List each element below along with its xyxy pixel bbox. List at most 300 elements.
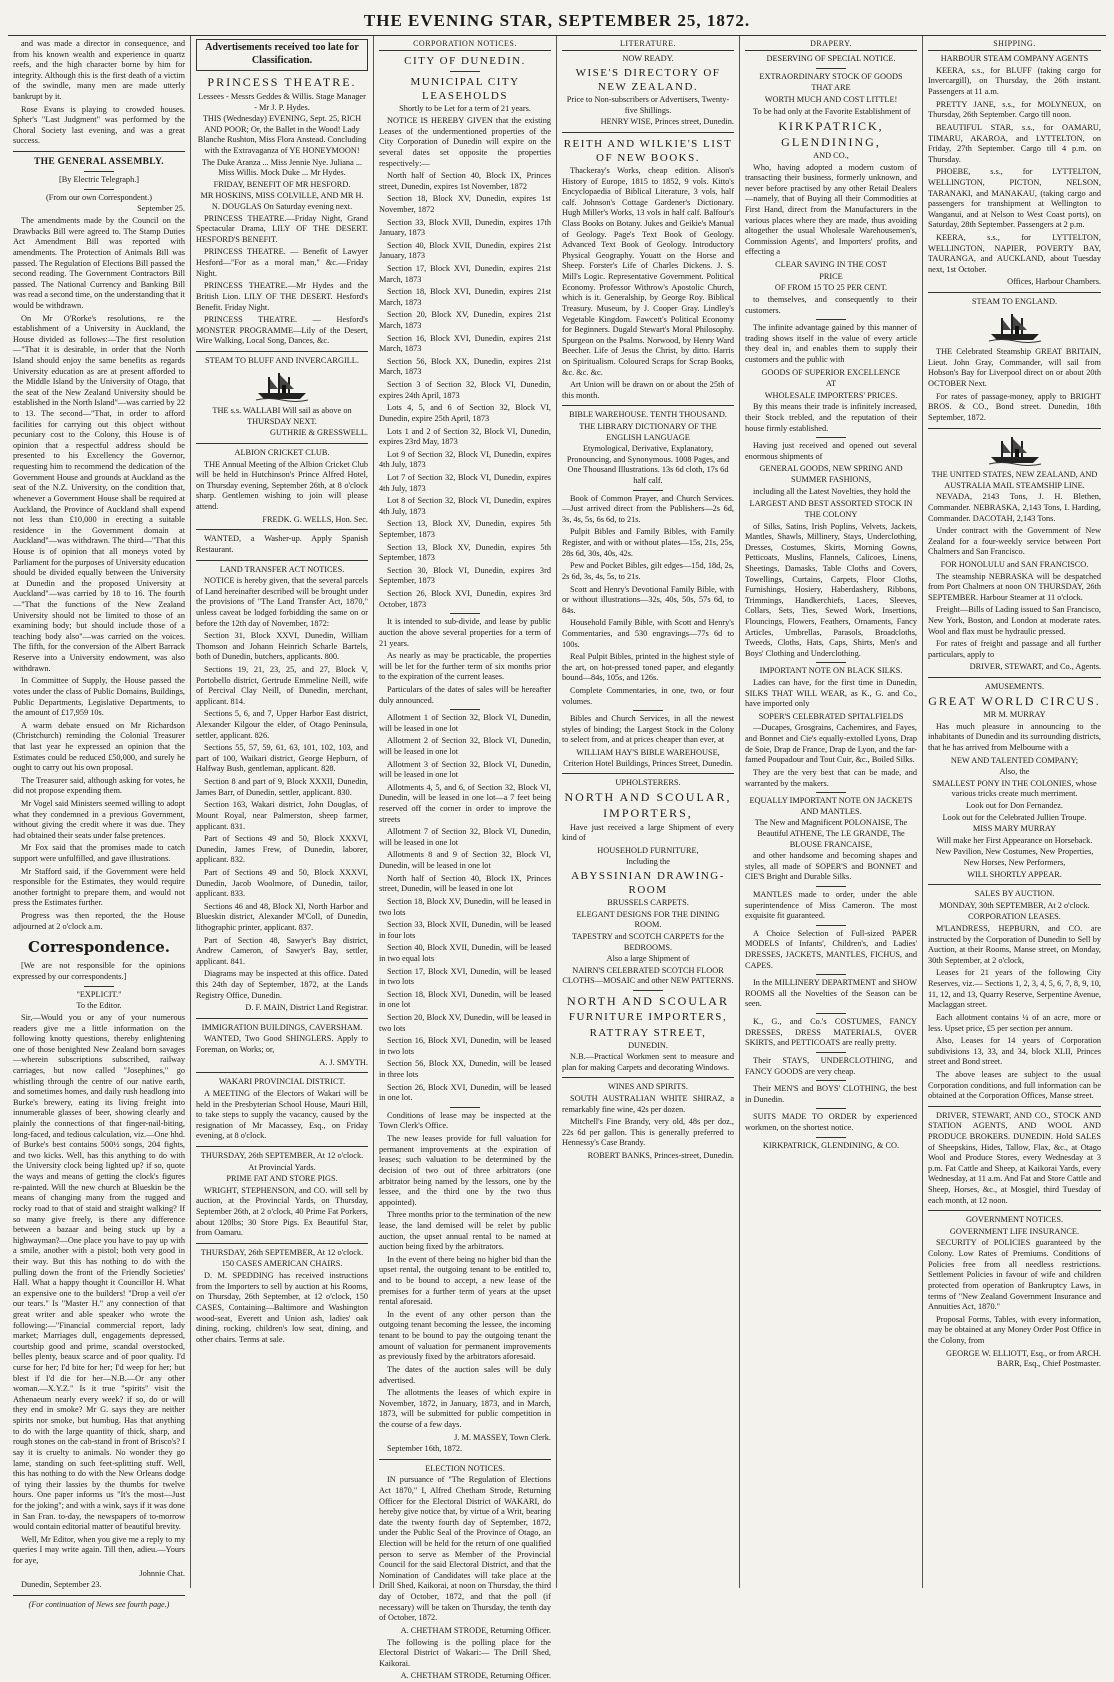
text-block: The Treasurer said, although asking for votes, he did not propose expending them. bbox=[13, 775, 185, 796]
divider bbox=[13, 151, 185, 152]
text-block: KIRKPATRICK, GLENDINING, bbox=[778, 119, 884, 149]
text-block: Mr Stafford said, if the Government were held responsible for the Estimates, they would require another fortnight to prepare them, and would not press the Estimates further. bbox=[13, 866, 185, 908]
text-block: Book of Common Prayer, and Church Services.—Just arrived direct from the Publishers—2s 6d, 3s, 4s, 5s, 6s 6d, to 21s. bbox=[562, 493, 734, 524]
text-block: AMUSEMENTS. bbox=[984, 682, 1045, 692]
divider bbox=[928, 428, 1101, 429]
text-block: In the event of any other person than the outgoing tenant becoming the lessee, the incoming tenant to be bound to pay the outgoing tenant the amount of valuation for permanent improvements as previously fixed by the arbitrators aforesaid. bbox=[379, 1309, 551, 1362]
text-block: Conditions of lease may be inspected at the Town Clerk's Office. bbox=[379, 1110, 551, 1131]
text-block: SALES BY AUCTION. bbox=[974, 889, 1055, 899]
text-block: IN pursuance of "The Regulation of Elections Act 1870," I, Alfred Chetham Strode, Returning Officer for the Electoral District of WAKARI, do hereby give notice that, by virtue of a Writ, bearing date the twenty fourth day of September, 1872, under the Public Seal of the Province of Otago, an Election will be held for the return of one qualified person to serve as Member of the Provincial Council for the said Electoral District, and that the Nomination of Candidates will take place at the Drill Shed, Kaikorai, at noon on Thursday, the third day of October, 1872, and that the poll (if necessary) will be taken on Thursday, the tenth day of October, 1872. bbox=[379, 1475, 551, 1623]
text-block: Allotment 1 of Section 32, Block VI, Dunedin, will be leased in one lot bbox=[379, 713, 551, 733]
column-4 bbox=[557, 36, 740, 1588]
text-block: A warm debate ensued on Mr Richardson (Christchurch) reminding the Colonial Treasurer that last year he expressed an opinion that the Estimates could be reduced £50,000, and surely he ought to carry out his own proposal. bbox=[13, 720, 185, 773]
text-block: It is intended to sub-divide, and lease by public auction the above several properties for a term of 21 years. bbox=[379, 617, 551, 648]
text-block: The New and Magnificent POLONAISE, The Beautiful ATHENE, The LE GRANDE, The BLOUSE FRANCAISE, bbox=[754, 818, 908, 849]
divider bbox=[562, 405, 734, 406]
short-divider bbox=[816, 886, 846, 887]
short-divider bbox=[633, 990, 663, 991]
text-block: Pew and Pocket Bibles, gilt edges—15d, 18d, 2s, 2s 6d, 3s, 4s, 5s, to 21s. bbox=[562, 561, 734, 581]
text-block: The Duke Aranza ... Miss Jennie Nye. Juliana ... Miss Willis. Mock Duke ... Mr Hydes. bbox=[201, 157, 363, 178]
divider bbox=[562, 1077, 734, 1078]
text-block: Has much pleasure in announcing to the inhabitants of Dunedin and its surrounding districts, that he has arrived from Melbourne with a bbox=[928, 721, 1101, 752]
text-block: Section 3 of Section 32, Block VI, Dunedin, expires 24th April, 1873 bbox=[379, 380, 551, 400]
column-heading: DRAPERY. bbox=[745, 39, 917, 51]
text-block: PHOEBE, s.s., for LYTTELTON, WELLINGTON, PICTON, NELSON, TARANAKI, and MANAKAU, (taking cargo and passengers for transhipment at Wellington to Wanganui, and at Nelson to West Coast ports), on Saturday, 28th September. Passengers at 2 p.m. bbox=[928, 167, 1101, 230]
divider bbox=[928, 1210, 1101, 1211]
text-block: HENRY WISE, Princes street, Dunedin. bbox=[600, 117, 734, 127]
text-block: On Mr O'Rorke's resolutions, re the establishment of a University in Auckland, the House divided as follows:—The first resolution—"That it is desirable, in order that the North Island should enjoy the same benefits as regards University education as are at present afforded to the Middle Island by the University of Otago, that the seat of the New Zealand University should be established in the North Island"—was carried by 22 to 13. The second—"That, in order to afford facilities for carrying out this object without pecuniary cost to the Colony, this House is of opinion that a respectful address should be presented to his Excellency the Governor, requesting him to recommend the dedication of the Government House and grounds at Auckland as the seat of the N.Z. University, on the condition that, whenever a Government House shall be required at Auckland, the Province of Auckland shall expend not less than £10,000 in erecting a suitable residence in the Government domain at Auckland"—was withdrawn. The third—"That this House is of opinion that all moneys voted by Parliament for the purposes of University education should be divided equally between the University at Dunedin and the proposed University at Auckland"—was carried by 18 to 16. The fourth—"That the functions of the New Zealand University should not be limited to those of an examining body; but should include those of a teaching body also"—was carried on the voices. The fifth, for the conversion of the Albert Barrack Reserve into a University endowment, was also withdrawn. bbox=[13, 313, 185, 673]
text-block: Diagrams may be inspected at this office. Dated this 24th day of September, 1872, at the Lands Registry Office, Dunedin. bbox=[196, 969, 368, 1000]
short-divider bbox=[450, 613, 480, 614]
text-block: Section 40, Block XVII, Dunedin, will be leased in two equal lots bbox=[379, 943, 551, 963]
text-block: ALBION CRICKET CLUB. bbox=[234, 448, 330, 458]
text-block: of Silks, Satins, Irish Poplins, Velvets, Jackets, Mantles, Shawls, Millinery, Stays, Underclothing, Dresses, Costumes, Skirts, Morning Gowns, Petticoats, Muslins, Flannels, Calicoes, Linens, Sheetings, Damasks, Table Cloths and Covers, Towellings, Curtains, Carpets, Floor Cloths, Furnishings, Hosiery, Haberdashery, Ribbons, Trimmings, Handkerchiefs, Laces, Sleeves, Collars, Sets, Ties, Sewed Work, Insertions, Flouncings, Flowers, Feathers, Ornaments, Fancy Articles, Umbrellas, Parasols, Broadcloths, Tweeds, Cloths, Hats, Caps, Shirts, Men's and Boys' Clothing and Underclothing. bbox=[745, 521, 917, 658]
divider bbox=[379, 1459, 551, 1460]
text-block: Lot 9 of Section 32, Block VI, Dunedin, expires 4th July, 1873 bbox=[379, 449, 551, 470]
text-block: LAND TRANSFER ACT NOTICES. bbox=[219, 564, 345, 574]
text-block: Section 30, Block VI, Dunedin, expires 3rd September, 1873 bbox=[379, 565, 551, 586]
text-block: Section 56, Block XX, Dunedin, will be leased in three lots bbox=[379, 1059, 551, 1080]
text-block: PRICE bbox=[819, 271, 843, 281]
short-divider bbox=[816, 662, 846, 663]
text-block: Complete Commentaries, in one, two, or four volumes. bbox=[562, 686, 734, 706]
text-block: AT bbox=[825, 379, 837, 389]
divider bbox=[196, 1072, 368, 1073]
divider bbox=[196, 1243, 368, 1244]
text-block: Also, the bbox=[999, 767, 1030, 777]
text-block: SOUTH AUSTRALIAN WHITE SHIRAZ, a remarkably fine wine, 42s per dozen. bbox=[562, 1094, 734, 1114]
text-block: At Provincial Yards. bbox=[248, 1162, 316, 1172]
divider bbox=[196, 351, 368, 352]
text-block: Lots 4, 5, and 6 of Section 32, Block VI, Dunedin, expire 25th April, 1873 bbox=[379, 403, 551, 423]
short-divider bbox=[633, 490, 663, 491]
text-block: CITY OF DUNEDIN. bbox=[404, 55, 526, 68]
text-block: Shortly to be Let for a term of 21 years. bbox=[399, 104, 531, 114]
text-block: THE LIBRARY DICTIONARY OF THE ENGLISH LANGUAGE bbox=[579, 422, 717, 442]
text-block: NOTICE IS HEREBY GIVEN that the existing Leases of the undermentioned properties of the City Corporation of Dunedin will expire on the several dates set opposite the properties respectively:— bbox=[379, 116, 551, 168]
text-block: GUTHRIE & GRESSWELL. bbox=[270, 428, 368, 438]
text-block: Section 8 and part of 9, Block XXXII, Dunedin, James Barr, of Dunedin, settler, applicant. 830. bbox=[196, 777, 368, 797]
text-block: "EXPLICIT." bbox=[76, 989, 122, 999]
text-block: To the Editor. bbox=[76, 1001, 122, 1011]
text-block: including all the Latest Novelties, they hold the bbox=[753, 486, 911, 496]
text-block: Real Pulpit Bibles, printed in the highest style of the art, on hot-pressed toned paper, and elegantly bound—84s, 105s, and 126s. bbox=[562, 652, 734, 683]
divider bbox=[928, 292, 1101, 293]
text-block: A Choice Selection of Full-sized PAPER MODELS of Infants', Children's, and Ladies' DRESSES, JACKETS, MANTLES, FICHUS, and CAPES. bbox=[745, 928, 917, 970]
text-block: ELECTION NOTICES. bbox=[425, 1463, 505, 1473]
text-block: WRIGHT, STEPHENSON, and CO. will sell by auction, at the Provincial Yards, on Thursday, September 26th, at 2 o'clock, 40 Prime Fat Porkers, about 120lbs; 30 Store Pigs. Ex Beautiful Star, from Oamaru. bbox=[196, 1185, 368, 1238]
text-block: Section 18, Block XV, Dunedin, expires 1st November, 1872 bbox=[379, 194, 551, 214]
text-block: GEORGE W. ELLIOTT, Esq., or from ARCH. BARR, Esq., Chief Postmaster. bbox=[946, 1348, 1101, 1369]
text-block: MONDAY, 30th SEPTEMBER, At 2 o'clock. bbox=[939, 900, 1090, 910]
text-block: PRINCESS THEATRE.—Friday Night, Grand Spectacular Drama, LILY OF THE DESERT. HESFORD'S BENEFIT. bbox=[196, 213, 368, 244]
text-block: Proposal Forms, Tables, with every information, may be obtained at any Money Order Post Office in the Colony, from bbox=[928, 1314, 1101, 1345]
text-block: K., G., and Co.'s COSTUMES, FANCY DRESSES, DRESS MATERIALS, OVER SKIRTS, and PETTICOATS are really pretty. bbox=[745, 1017, 917, 1048]
text-block: KEERA, s.s., for BLUFF (taking cargo for Invercargill), on Thursday, the 26th instant. Passengers at 11 a.m. bbox=[928, 65, 1101, 97]
short-divider bbox=[450, 709, 480, 710]
masthead-title: THE EVENING STAR, SEPTEMBER 25, 1872. bbox=[363, 10, 751, 30]
text-block: In Committee of Supply, the House passed the votes under the class of Public Domains, Buildings, Public Departments, Legislative Departments, to the amount of £17,959 10s. bbox=[13, 676, 185, 718]
text-block: Section 33, Block XVII, Dunedin, will be leased in four lots bbox=[379, 920, 551, 940]
text-block: CLEAR SAVING IN THE COST bbox=[775, 260, 887, 270]
text-block: PRETTY JANE, s.s., for MOLYNEUX, on Thursday, 26th September. Cargo till noon. bbox=[928, 99, 1101, 120]
short-divider bbox=[816, 319, 846, 320]
text-block: North half of Section 40, Block IX, Princes street, Dunedin, expires 1st November, 1872 bbox=[379, 171, 551, 191]
short-divider bbox=[84, 171, 114, 172]
text-block: Freight—Bills of Lading issued to San Francisco, New York, Boston, and London at moderate rates. Wool and flax must be hydraulic pressed. bbox=[928, 605, 1101, 636]
text-block: WAKARI PROVINCIAL DISTRICT. bbox=[218, 1077, 346, 1087]
text-block: DRIVER, STEWART, and Co., Agents. bbox=[969, 662, 1101, 672]
text-block: Sections 19, 21, 23, 25, and 27, Block V, Portobello district, Gertrude Emmeline Neill, wife of Percival Clay Neill, of Dunedin, merchant, applicant. 814. bbox=[196, 664, 368, 706]
text-block: EQUALLY IMPORTANT NOTE ON JACKETS AND MANTLES. bbox=[749, 796, 913, 816]
text-block: Pulpit Bibles and Family Bibles, with Family Register, and with or without plates—15s, 21s, 25s, 28s 6d, 30s, 40s, 42s. bbox=[562, 527, 734, 558]
text-block: Part of Sections 49 and 50, Block XXXVI, Dunedin, James Frew, of Dunedin, laborer, applicant. 832. bbox=[196, 834, 368, 865]
text-block: In the event of there being no higher bid than the upset rental, the outgoing tenant to be entitled to, and to be bound to accept, a new lease of the premises for a further term of years at the upset rental aforesaid. bbox=[379, 1254, 551, 1307]
text-block: SECURITY of POLICIES guaranteed by the Colony. Low Rates of Premiums. Conditions of Policies free from all needless restrictions. Settlement Policies in favour of wife and children protected from operation of Bankruptcy Laws, in terms of "New Zealand Government Insurance and Annuities Act, 1870." bbox=[928, 1238, 1101, 1312]
text-block: EXTRAORDINARY STOCK OF GOODS bbox=[759, 71, 903, 81]
text-block: Allotment 7 of Section 32, Block VI, Dunedin, will be leased in one lot bbox=[379, 827, 551, 847]
text-block: In the MILLINERY DEPARTMENT and SHOW ROOMS all the Novelties of the Season can be seen. bbox=[745, 978, 917, 1009]
masthead bbox=[8, 6, 1106, 36]
column-3 bbox=[374, 36, 557, 1681]
text-block: Section 17, Block XVI, Dunedin, expires 21st March, 1873 bbox=[379, 264, 551, 284]
divider bbox=[562, 132, 734, 133]
text-block: BIBLE WAREHOUSE. TENTH THOUSAND. bbox=[569, 410, 727, 420]
text-block: DUNEDIN. bbox=[628, 1040, 668, 1050]
text-block: Section 26, Block XVI, Dunedin, expires 3rd October, 1873 bbox=[379, 589, 551, 609]
text-block: ABYSSINIAN DRAWING-ROOM bbox=[571, 870, 725, 897]
text-block: THE UNITED STATES, NEW ZEALAND, AND AUSTRALIA MAIL STEAMSHIP LINE. bbox=[931, 470, 1098, 490]
text-block: Their STAYS, UNDERCLOTHING, and FANCY GOODS are very cheap. bbox=[745, 1055, 917, 1076]
text-block: Leases for 21 years of the following City Reserves, viz.— Sections 1, 2, 3, 4, 5, 6, 7, 8, 9, 10, 11, 12, and 13, Quarry Reserve, Serpentine Avenue, Maclaggan street. bbox=[928, 968, 1101, 1010]
text-block: WISE'S DIRECTORY OF NEW ZEALAND. bbox=[575, 66, 721, 93]
text-block: LARGEST AND BEST ASSORTED STOCK IN THE COLONY bbox=[749, 499, 913, 519]
text-block: ELEGANT DESIGNS FOR THE DINING ROOM. bbox=[576, 909, 720, 930]
text-block: Allotment 2 of Section 32, Block VI, Dunedin, will be leased in one lot bbox=[379, 736, 551, 756]
text-block: D. M. SPEDDING has received instructions from the Importers to sell by auction at his Rooms, on Thursday, 26th September, at 12 o'clock, 150 CASES, Containing—Baltimore and Washington wood-seat, Everett and Union ash, ladies' oak dining, rocking, children's low seat, dining, and other chairs. Terms at sale. bbox=[196, 1271, 368, 1344]
text-block: Ladies can have, for the first time in Dunedin, SILKS THAT WILL WEAR, as K., G. and Co., have imported only bbox=[745, 678, 917, 709]
text-block: Section 18, Block XVI, Dunedin, expires 21st March, 1873 bbox=[379, 287, 551, 307]
text-block: MR HOSKINS, MISS COLVILLE, AND MR H. N. DOUGLAS On Saturday evening next. bbox=[200, 191, 364, 212]
text-block: Johnnie Chat. bbox=[139, 1568, 185, 1578]
text-block: THIS (Wednesday) EVENING, Sept. 25, RICH AND POOR; Or, the Ballet in the Wood! Lady Blanche Rushton, Miss Flora Anstead. Concluding with the Extravaganza of YE HONEYMOON! bbox=[197, 114, 367, 155]
text-block: Bibles and Church Services, in all the newest styles of binding; the Largest Stock in the Colony to select from, and at prices cheaper than ever, at bbox=[562, 714, 734, 745]
text-block: PRINCESS THEATRE. bbox=[207, 74, 357, 89]
text-block: Three months prior to the termination of the new lease, the land demised will be relet by public auction, the upset annual rental to be named at auction being fixed by the arbitrators. bbox=[379, 1210, 551, 1252]
text-block: IMMIGRATION BUILDINGS, CAVERSHAM. bbox=[201, 1022, 363, 1032]
short-divider bbox=[816, 974, 846, 975]
text-block: FRIDAY, BENEFIT OF MR HESFORD. bbox=[213, 179, 351, 189]
divider bbox=[13, 1595, 185, 1596]
text-block: NORTH AND SCOULAR bbox=[567, 994, 729, 1009]
text-block: J. M. MASSEY, Town Clerk. bbox=[454, 1432, 551, 1442]
short-divider bbox=[816, 68, 846, 69]
text-block: Scott and Henry's Devotional Family Bible, with or without illustrations—32s, 40s, 50s, 57s 6d, to 84s. bbox=[562, 584, 734, 615]
text-block: Dunedin, September 23. bbox=[21, 1580, 102, 1590]
text-block: Section 18, Block XVI, Dunedin, will be leased in one lot bbox=[379, 989, 551, 1010]
text-block: Mr Fox said that the promises made to catch support were unfulfilled, and gave illustrations. bbox=[13, 843, 185, 864]
short-divider bbox=[450, 1107, 480, 1108]
text-block: THE Annual Meeting of the Albion Cricket Club will be held in Hutchinson's Prince Alfred Hotel, on Thursday evening, September 26th, at 8 o'clock sharp. Gentlemen wishing to join will please attend. bbox=[196, 459, 368, 512]
text-block: D. F. MAIN, District Land Registrar. bbox=[245, 1003, 368, 1013]
text-block: The following is the polling place for the Electoral District of Wakari:— The Drill Shed, Kaikorai. bbox=[379, 1637, 551, 1668]
text-block: GREAT WORLD CIRCUS. bbox=[928, 693, 1101, 708]
column-heading: CORPORATION NOTICES. bbox=[379, 39, 551, 51]
column-6 bbox=[923, 36, 1106, 1588]
text-block: Mr Vogel said Ministers seemed willing to adopt what they condemned in a previous Government, without giving the credit where it was due. They had obtained their seats under false pretences. bbox=[13, 798, 185, 840]
text-block: FURNITURE IMPORTERS, bbox=[568, 1011, 728, 1024]
text-block: GOODS OF SUPERIOR EXCELLENCE bbox=[761, 367, 901, 377]
text-block: M'LANDRESS, HEPBURN, and CO. are instructed by the Corporation of Dunedin to Sell by Auction, at their Rooms, Manse street, on Monday, 30th September, at 2 o'clock, bbox=[928, 924, 1101, 965]
text-block: Allotments 8 and 9 of Section 32, Block VI, Dunedin, will be leased in one lot bbox=[379, 850, 551, 871]
text-block: KEERA, s.s., for LYTTELTON, WELLINGTON, NAPIER, POVERTY BAY, TAURANGA, and AUCKLAND, about Tuesday next, 1st October. bbox=[928, 232, 1101, 274]
short-divider bbox=[816, 1108, 846, 1109]
text-block: WINES AND SPIRITS. bbox=[608, 1082, 688, 1092]
text-block: Part of Sections 49 and 50, Block XXXVI, Dunedin, Jacob Woolmore, of Dunedin, tailor, applicant. 833. bbox=[196, 867, 368, 899]
text-block: to themselves, and consequently to their customers. bbox=[745, 294, 917, 315]
text-block: OF FROM 15 TO 25 PER CENT. bbox=[774, 283, 888, 293]
text-block: For rates of freight and passage and all further particulars, apply to bbox=[928, 639, 1101, 659]
text-block: Sections 46 and 48, Block XI, North Harbor and Blueskin district, Alexander M'Coll, of Dunedin, lithographic printer, applicant. 837. bbox=[196, 901, 368, 932]
text-block: North half of Section 40, Block IX, Princes street, Dunedin, will be leased in one lot bbox=[379, 873, 551, 894]
short-divider bbox=[450, 71, 480, 72]
short-divider bbox=[816, 437, 846, 438]
text-block: Art Union will be drawn on or about the 25th of this month. bbox=[562, 380, 734, 400]
text-block: GOVERNMENT LIFE INSURANCE. bbox=[949, 1226, 1080, 1236]
text-block: New Pavilion, New Costumes, New Properties, New Horses, New Performers, bbox=[935, 847, 1094, 867]
text-block: Particulars of the dates of sales will be hereafter duly announced. bbox=[379, 684, 551, 705]
text-block: Section 33, Block XVII, Dunedin, expires 17th January, 1873 bbox=[379, 217, 551, 238]
text-block: and was made a director in consequence, and from his known wealth and experience in quartz reefs, and the high character borne by him for integrity. Although this is the first death of a victim of the swindle, many men are made utterly bankrupt by it. bbox=[13, 39, 185, 102]
text-block: DRIVER, STEWART, AND CO., STOCK AND STATION AGENTS, AND WOOL AND PRODUCE BROKERS. DUNEDIN. Hold SALES of Sheepskins, Hides, Tallow, Flax, &c., at Otago Wool and Produce Stores, every Wednesday at 3 p.m. Fat Cattle and Sheep, at Kaikorai Yards, every Wednesday, at 11 a.m. And Fat and Store Cattle and Sheep, Horses, &c., at Mosgiel, third Tuesday of each month, at 12 noon. bbox=[928, 1110, 1101, 1205]
text-block: Progress was then reported, the the House adjourned at 2 o'clock a.m. bbox=[13, 911, 185, 931]
text-block: WANTED, Two Good SHINGLERS. Apply to Foreman, on Works; or, bbox=[196, 1034, 368, 1055]
text-block: Part of Section 48, Sawyer's Bay district, Andrew Cameron, of Sawyer's Bay, settler, applicant. 841. bbox=[196, 935, 368, 966]
text-block: Section 26, Block XVI, Dunedin, will be leased in one lot. bbox=[379, 1082, 551, 1103]
text-block: MISS MARY MURRAY bbox=[972, 824, 1057, 834]
text-block: CORPORATION LEASES. bbox=[968, 912, 1061, 922]
section-heading: THE GENERAL ASSEMBLY. bbox=[34, 157, 164, 168]
text-block: Sections 55, 57, 59, 61, 63, 101, 102, 103, and part of 100, Waikari district, George Hepburn, of Halfway Bush, gentleman, applicant. 828. bbox=[196, 743, 368, 774]
section-title: Correspondence. bbox=[28, 938, 170, 957]
short-divider bbox=[816, 1052, 846, 1053]
text-block: —Ducapes, Grosgrains, Cachemires, and Fayes, and Bonnet and Cie's equally-extolled Lyons, Drap de Soie, Drap de France, Drap de Lyon, and the far-famed Poupadour and Tout Cuir, &c., Boiled Silks. bbox=[745, 723, 917, 765]
text-block: (From our own Correspondent.) bbox=[46, 192, 152, 202]
text-block: Etymological, Derivative, Explanatory, Pronouncing, and Synonymous. 1008 Pages, and One Thousand Illustrations. 13s 6d cloth, 17s 6d half calf. bbox=[566, 444, 730, 486]
text-block: PRIME FAT AND STORE PIGS. bbox=[226, 1174, 338, 1184]
text-block: Rose Evans is playing to crowded houses. Spher's "Last Judgment" was performed by the Choral Society last evening, and was a great success. bbox=[13, 104, 185, 146]
text-block: NAIRN'S CELEBRATED SCOTCH FLOOR CLOTHS—MOSAIC and other NEW PATTERNS. bbox=[562, 965, 734, 986]
text-block: The steamship NEBRASKA will be despatched from Port Chalmers at noon ON THURSDAY, 26th SEPTEMBER. Harbour Steamer at 11 o'clock. bbox=[928, 571, 1101, 602]
text-block: Section 13, Block XV, Dunedin, expires 5th September, 1873 bbox=[379, 542, 551, 563]
short-divider bbox=[816, 1080, 846, 1081]
divider bbox=[196, 443, 368, 444]
short-divider bbox=[816, 1137, 846, 1138]
text-block: The allotments the leases of which expire in November, 1872, in January, 1873, and in March, 1873, will be submitted for public competition in the course of a few days. bbox=[379, 1388, 551, 1429]
text-block: SUITS MADE TO ORDER by experienced workmen, on the shortest notice. bbox=[745, 1112, 917, 1132]
text-block: Section 163, Wakari district, John Douglas, of Mount Royal, near Palmerston, sheep farmer, applicant. 831. bbox=[196, 800, 368, 831]
text-block: MANTLES made to order, under the able superintendence of Miss Cameron. The most exquisite fit guaranteed. bbox=[745, 890, 917, 921]
text-block: PRINCESS THEATRE. — Benefit of Lawyer Hesford—"For as a moral man," &c.—Friday Night. bbox=[196, 247, 368, 278]
text-block: Also a large Shipment of bbox=[606, 954, 690, 964]
text-block: THAT ARE bbox=[811, 83, 851, 93]
text-block: Allotment 3 of Section 32, Block VI, Dunedin, will be leased in one lot bbox=[379, 759, 551, 780]
text-block: A. CHETHAM STRODE, Returning Officer. bbox=[400, 1671, 551, 1681]
text-block: 150 CASES AMERICAN CHAIRS. bbox=[221, 1259, 343, 1269]
text-block: SMALLEST PONY IN THE COLONIES, whose various tricks create much merriment. bbox=[932, 778, 1097, 799]
steamship-icon bbox=[196, 369, 368, 405]
text-block: Well, Mr Editor, when you give me a reply to my queries I may write again. Till then, adieu.—Yours for aye, bbox=[13, 1534, 185, 1565]
text-block: (For continuation of News see fourth page.) bbox=[28, 1599, 170, 1609]
text-block: Allotments 4, 5, and 6, of Section 32, Block VI, Dunedin, will be leased in one lot—a 7 feet being reserved off the corner in order to improve the streets bbox=[379, 782, 551, 824]
text-block: The amendments made by the Council on the Drawbacks Bill were agreed to. The Stamp Duties Act Amendment Bill was reported with amendments. The Protection of Animals Bill was passed. The Regulation of Elections Bill passed the second reading. The Government Contractors Bill passed. The National Currency and Banking Bill was read a second time, on the understanding that it would be withdrawn. bbox=[13, 216, 185, 310]
text-block: A MEETING of the Electors of Wakari will be held in the Presbyterian School House, Mauri Hill, to take steps to supply the vacancy, caused by the resignation of Mr Macassey, Esq., on Friday evening, at 8 o'clock. bbox=[196, 1088, 368, 1141]
text-block: AND CO., bbox=[813, 151, 849, 160]
text-block: Section 17, Block XVI, Dunedin, will be leased in two lots bbox=[379, 966, 551, 987]
divider bbox=[928, 1106, 1101, 1107]
short-divider bbox=[633, 710, 663, 711]
short-divider bbox=[84, 986, 114, 987]
text-block: September 25. bbox=[137, 204, 185, 214]
text-block: N.B.—Practical Workmen sent to measure and plan for making Carpets and decorating Windows. bbox=[562, 1052, 734, 1072]
short-divider bbox=[816, 925, 846, 926]
text-block: Section 31, Block XXVI, Dunedin, William Thomson and Johann Heinrich Scharle Bartels, both of Dunedin, butchers, applicants. 800. bbox=[196, 631, 368, 662]
text-block: KIRKPATRICK, GLENDINING, & CO. bbox=[762, 1140, 900, 1150]
column-heading: LITERATURE. bbox=[562, 39, 734, 51]
text-block: TAPESTRY and SCOTCH CARPETS for the BEDROOMS. bbox=[572, 932, 724, 952]
short-divider bbox=[816, 1013, 846, 1014]
text-block: BEAUTIFUL STAR, s.s., for OAMARU, TIMARU, AKAROA, and LYTTELTON, on Friday, 27th September. Cargo till 4 p.m. on Thursday. bbox=[928, 122, 1101, 164]
divider bbox=[928, 677, 1101, 678]
text-block: Section 40, Block XVII, Dunedin, expires 21st January, 1873 bbox=[379, 240, 551, 261]
text-block: Thackeray's Works, cheap edition. Alison's History of Europe, 1815 to 1852, 9 vols. Kitto's Encyclopaedia of Biblical Literature, 3 vols, half calf. Johnson's Cottage Gardener's Dictionary. Hugh Miller's Works, 13 vols in half calf. Balfour's Class Books on Botany. Jukes and Geikie's Manual of Geology. Page's Text Book of Geology. Advanced Text Book of Geology. Introductory Physical Geography. Youatt on the Horse and Sheep. Forster's Life of Charles Dickens. J. S. Mill's Logic. Representative Government. Political Economy. Professor Withrow's Apostolic Church, which is it. Generalship, by George Roy. Biblical Treasury. Museum, by J. Cooper Gray. Lindley's Vegetable Kingdom. Fawcett's Political Economy for Beginners. Dugald Stewart's Moral Philosophy. Spurgeon on the Psalms. Norwood, by Henry Ward Beecher. Life of Jesus the Christ, by ditto. Harris on Spiritualism. Coloured Scraps for Scrap Books, &c. &c. &c. bbox=[562, 165, 734, 377]
text-block: Section 56, Block XX, Dunedin, expires 21st March, 1873 bbox=[379, 356, 551, 377]
text-block: Having just received and opened out several enormous shipments of bbox=[745, 441, 917, 461]
text-block: WHOLESALE IMPORTERS' PRICES. bbox=[764, 390, 898, 400]
divider bbox=[196, 529, 368, 530]
text-block: Look out for the Celebrated Jullien Troupe. bbox=[942, 812, 1087, 822]
text-block: Section 20, Block XV, Dunedin, will be leased in two lots bbox=[379, 1013, 551, 1033]
text-block: They are the very best that can be made, and warranted by the makers. bbox=[745, 767, 917, 788]
text-block: NORTH AND SCOULAR, bbox=[564, 789, 732, 804]
text-block: Section 18, Block XV, Dunedin, will be leased in two lots bbox=[379, 896, 551, 917]
text-block: [We are not responsible for the opinions expressed by our correspondents.] bbox=[13, 961, 185, 982]
text-block: The above leases are subject to the usual Corporation conditions, and full information can be obtained at the Corporation Offices, Manse street. bbox=[928, 1069, 1101, 1101]
text-block: NOTICE is hereby given, that the several parcels of Land hereinafter described will be brought under the provisions of "The Land Transfer Act, 1870," unless caveat be lodged forbidding the same on or before the 12th day of November, 1872: bbox=[196, 576, 368, 628]
text-block: Including the bbox=[625, 857, 670, 867]
text-block: WILL SHORTLY APPEAR. bbox=[967, 869, 1062, 879]
text-block: FREDK. G. WELLS, Hon. Sec. bbox=[262, 514, 368, 524]
text-block: Sections 5, 6, and 7, Upper Harbor East district, Alexander Kilgour the elder, of Otago Peninsula, settler, applicant. 826. bbox=[196, 709, 368, 740]
text-block: IMPORTERS, bbox=[603, 806, 693, 821]
text-block: BRUSSELS CARPETS. bbox=[607, 898, 689, 908]
text-block: HOUSEHOLD FURNITURE, bbox=[597, 845, 699, 855]
text-block: THE s.s. WALLABI Will sail as above on THURSDAY NEXT. bbox=[212, 406, 352, 426]
text-block: As nearly as may be practicable, the properties will be let for the further term of six months prior to the expiration of the current leases. bbox=[379, 651, 551, 682]
text-block: Mitchell's Fine Brandy, very old, 48s per doz., 22s 6d per gallon. This is generally preferred to Hennessy's Case Brandy. bbox=[562, 1117, 734, 1148]
text-block: September 16th, 1872. bbox=[387, 1444, 463, 1454]
text-block: GENERAL GOODS, NEW SPRING AND SUMMER FASHIONS, bbox=[759, 464, 903, 485]
text-block: WILLIAM HAY'S BIBLE WAREHOUSE, Criterion Hotel Buildings, Princes Street, Dunedin. bbox=[563, 748, 733, 768]
column-2 bbox=[191, 36, 374, 1588]
text-block: Household Family Bible, with Scott and Henry's Commentaries, and 530 engravings—77s 6d to 100s. bbox=[562, 618, 734, 649]
text-block: Look out for Don Fernandez. bbox=[965, 800, 1063, 810]
column-1 bbox=[8, 36, 191, 1609]
text-block: GOVERNMENT NOTICES. bbox=[965, 1215, 1064, 1225]
divider bbox=[928, 884, 1101, 885]
text-block: Have just received a large Shipment of every kind of bbox=[562, 822, 734, 843]
text-block: A. J. SMYTH. bbox=[319, 1057, 368, 1067]
text-block: Section 13, Block XV, Dunedin, expires 5th September, 1873 bbox=[379, 519, 551, 540]
text-block: Lot 7 of Section 32, Block VI, Dunedin, expires 4th July, 1873 bbox=[379, 472, 551, 493]
text-block: THURSDAY, 26th SEPTEMBER, At 12 o'clock. bbox=[200, 1247, 364, 1257]
text-block: The infinite advantage gained by this manner of trading shows itself in the value of every article they deal in, and enables them to supply their customers and the public with bbox=[745, 323, 917, 364]
text-block: Sir,—Would you or any of your numerous readers give me a little information on the following knotty questions, thereby enlightening one of those benighted New Zealand born savages—wherein subscriptions subscribed, railway carriages, but now called "Josephines," go whistling through the centre of our native earth, and sometimes homes, and daily rush headlong into Burke's brewery, eating its living freight into innumerable glasses of beer, showing clearly and plainly the connections of that finger-nail-biting, long-faced, and tedious calculation, viz.—One hhd. of Burke's best contains 500½ songs, 204 fights, and two kicks. Well, has this anything to do with the University clock being lighted up? if so, quote the ways and means of getting the clock's figures re-painted. Will the new church at Blueskin be the means of changing many from the rugged and rocky road to that of staid and straight walking? If so many give freely, is there any difference between a bazaar and being stuck up by a highwayman?—One place you have to pay up with a smile, another with a pistol; both very good in their way. But this has nothing to do with the pulling down the front of the Friendly Societies' Hall. What a happy thought it Councillor H. What an expensive one to the builders! "Drop a veil o'er our tears." Is "Master H." any connection of that great writer and able speaker who wrote the following:—"Financial commercial report, lady market; Marriages dull, engagements depressed, courtship good and prime, scandal overstocked, belles plenty, beaux scarce and of poor quality. I'd curse for her; I'd bite for her; I'd weep for her; but blest if I'd die for her—N.B.—Or any other woman.—X.Y.Z." Is it true "spirits" visit the Athenaeum nearly every week? if so, do or will they end in smoke? Mr G. says they are neither spirits nor smoke, but humbug. Has that anything to do with the large quantity of thick, sharp, and rough stones on the cab-stand in front of Brisco's? I say it is cruelty to animals. No wonder they go lame, standing on such feet-splitting stuff. Well, this has nothing to do with the New Orleans dodge of tying their lassies by the thumbs for twelve hours. One paper informs us "It's the most—Just for the joking"; and with a wink, says if it was done in San Fran. to-day, the newspapers of to-morrow would contain editorial matter of beautiful brevity. bbox=[13, 1012, 185, 1532]
divider bbox=[196, 1146, 368, 1147]
text-block: DESERVING OF SPECIAL NOTICE. bbox=[766, 54, 896, 64]
text-block: PRINCESS THEATRE. — Hesford's MONSTER PROGRAMME—Lily of the Desert, Wire Walking, Local Song, Dances, &c. bbox=[196, 315, 368, 346]
text-block: Section 20, Block XV, Dunedin, expires 21st March, 1873 bbox=[379, 310, 551, 331]
text-block: ROBERT BANKS, Princes-street, Dunedin. bbox=[587, 1151, 734, 1161]
text-block: REITH AND WILKIE'S LIST OF NEW BOOKS. bbox=[563, 137, 733, 164]
text-block: Also, Leases for 14 years of Corporation subdivisions 13, 33, and 34, block XLII, Princes street and Bond street. bbox=[928, 1036, 1101, 1067]
text-block: SOPER'S CELEBRATED SPITALFIELDS bbox=[758, 711, 904, 721]
text-block: STEAM TO BLUFF AND INVERCARGILL. bbox=[205, 355, 359, 365]
divider bbox=[562, 773, 734, 774]
text-block: A. CHETHAM STRODE, Returning Officer. bbox=[400, 1625, 551, 1635]
text-block: The dates of the auction sales will be duly advertised. bbox=[379, 1364, 551, 1385]
text-block: THE Celebrated Steamship GREAT BRITAIN, Lieut. John Gray, Commander, will sail from Hobson's Bay for Liverpool direct on or about 20th OCTOBER Next. bbox=[928, 347, 1101, 389]
text-block: NEW AND TALENTED COMPANY; bbox=[950, 755, 1079, 765]
text-block: Who, having adopted a modern custom of transacting their business, formerly unknown, and never before practised by any other Retail Dealers—namely, that of Buying all their Commodities at First Hand, direct from the Manufacturers in the various places where they are made, thus avoiding altogether the usual Wholesale Warehousemen's, Commission Agents', and Importers' profits, and effecting a bbox=[745, 162, 917, 257]
text-block: MR M. MURRAY bbox=[983, 710, 1046, 720]
text-block: IMPORTANT NOTE ON BLACK SILKS. bbox=[759, 666, 903, 676]
text-block: The new leases provide for full valuation for permanent improvements at the expiration of leases; such valuation to be determined by the decision of two out of three arbitrators (one arbitrator being named by the lessors, one by the lessee, and the third one by the two thus appointed). bbox=[379, 1134, 551, 1207]
column-heading: SHIPPING. bbox=[928, 39, 1101, 51]
text-block: STEAM TO ENGLAND. bbox=[971, 297, 1058, 307]
text-block: Lot 8 of Section 32, Block VI, Dunedin, expires 4th July, 1873 bbox=[379, 496, 551, 516]
text-block: Under contract with the Government of New Zealand for a four-weekly service between Port Chalmers and San Francisco. bbox=[928, 526, 1101, 557]
text-block: To be had only at the Favorite Establishment of bbox=[753, 106, 911, 116]
text-block: NEVADA, 2143 Tons, J. H. Blethen, Commander. NEBRASKA, 2,143 Tons, I. Harding, Commander. DACOTAH, 2,143 Tons. bbox=[928, 492, 1101, 523]
text-block: Each allotment contains ¼ of an acre, more or less. Upset price, £5 per section per annum. bbox=[928, 1012, 1101, 1033]
text-block: WORTH MUCH AND COST LITTLE! bbox=[764, 95, 898, 105]
short-divider bbox=[84, 189, 114, 190]
text-block: HARBOUR STEAM COMPANY AGENTS bbox=[940, 54, 1089, 64]
text-block: THURSDAY, 26th SEPTEMBER, At 12 o'clock. bbox=[200, 1150, 364, 1160]
steamship-icon bbox=[928, 310, 1101, 346]
text-block: UPHOLSTERERS. bbox=[615, 778, 681, 788]
text-block: RATTRAY STREET, bbox=[589, 1026, 707, 1039]
text-block: Price to Non-subscribers or Advertisers, Twenty-five Shillings. bbox=[566, 95, 730, 115]
columns-container bbox=[8, 36, 1106, 1681]
text-block: [By Electric Telegraph.] bbox=[58, 175, 140, 185]
text-block: and other handsome and becoming shapes and styles, all made of SOPER'S and BONNET and CIE'S Bright and Durable Silks. bbox=[745, 851, 917, 882]
text-block: Section 16, Block XVI, Dunedin, will be leased in two lots bbox=[379, 1036, 551, 1056]
text-block: Will make her First Appearance on Horseback. bbox=[936, 835, 1093, 845]
text-block: Offices, Harbour Chambers. bbox=[1007, 277, 1101, 287]
text-block: Their MEN'S and BOYS' CLOTHING, the best in Dunedin. bbox=[745, 1084, 917, 1104]
text-block: NOW READY. bbox=[622, 54, 674, 64]
short-divider bbox=[816, 792, 846, 793]
text-block: FOR HONOLULU and SAN FRANCISCO. bbox=[940, 560, 1089, 569]
text-block: Section 16, Block XVI, Dunedin, expires 21st March, 1873 bbox=[379, 333, 551, 354]
text-block: By this means their trade is infinitely increased, their Stock trebled, and the reputation of their house firmly established. bbox=[745, 402, 917, 433]
text-block: WANTED, a Washer-up. Apply Spanish Restaurant. bbox=[196, 534, 368, 554]
section-heading: Advertisements received too late for Classification. bbox=[196, 39, 368, 71]
column-5 bbox=[740, 36, 923, 1588]
text-block: PRINCESS THEATRE.—Mr Hydes and the British Lion. LILY OF THE DESERT. Hesford's Benefit. Friday Night. bbox=[196, 281, 368, 312]
